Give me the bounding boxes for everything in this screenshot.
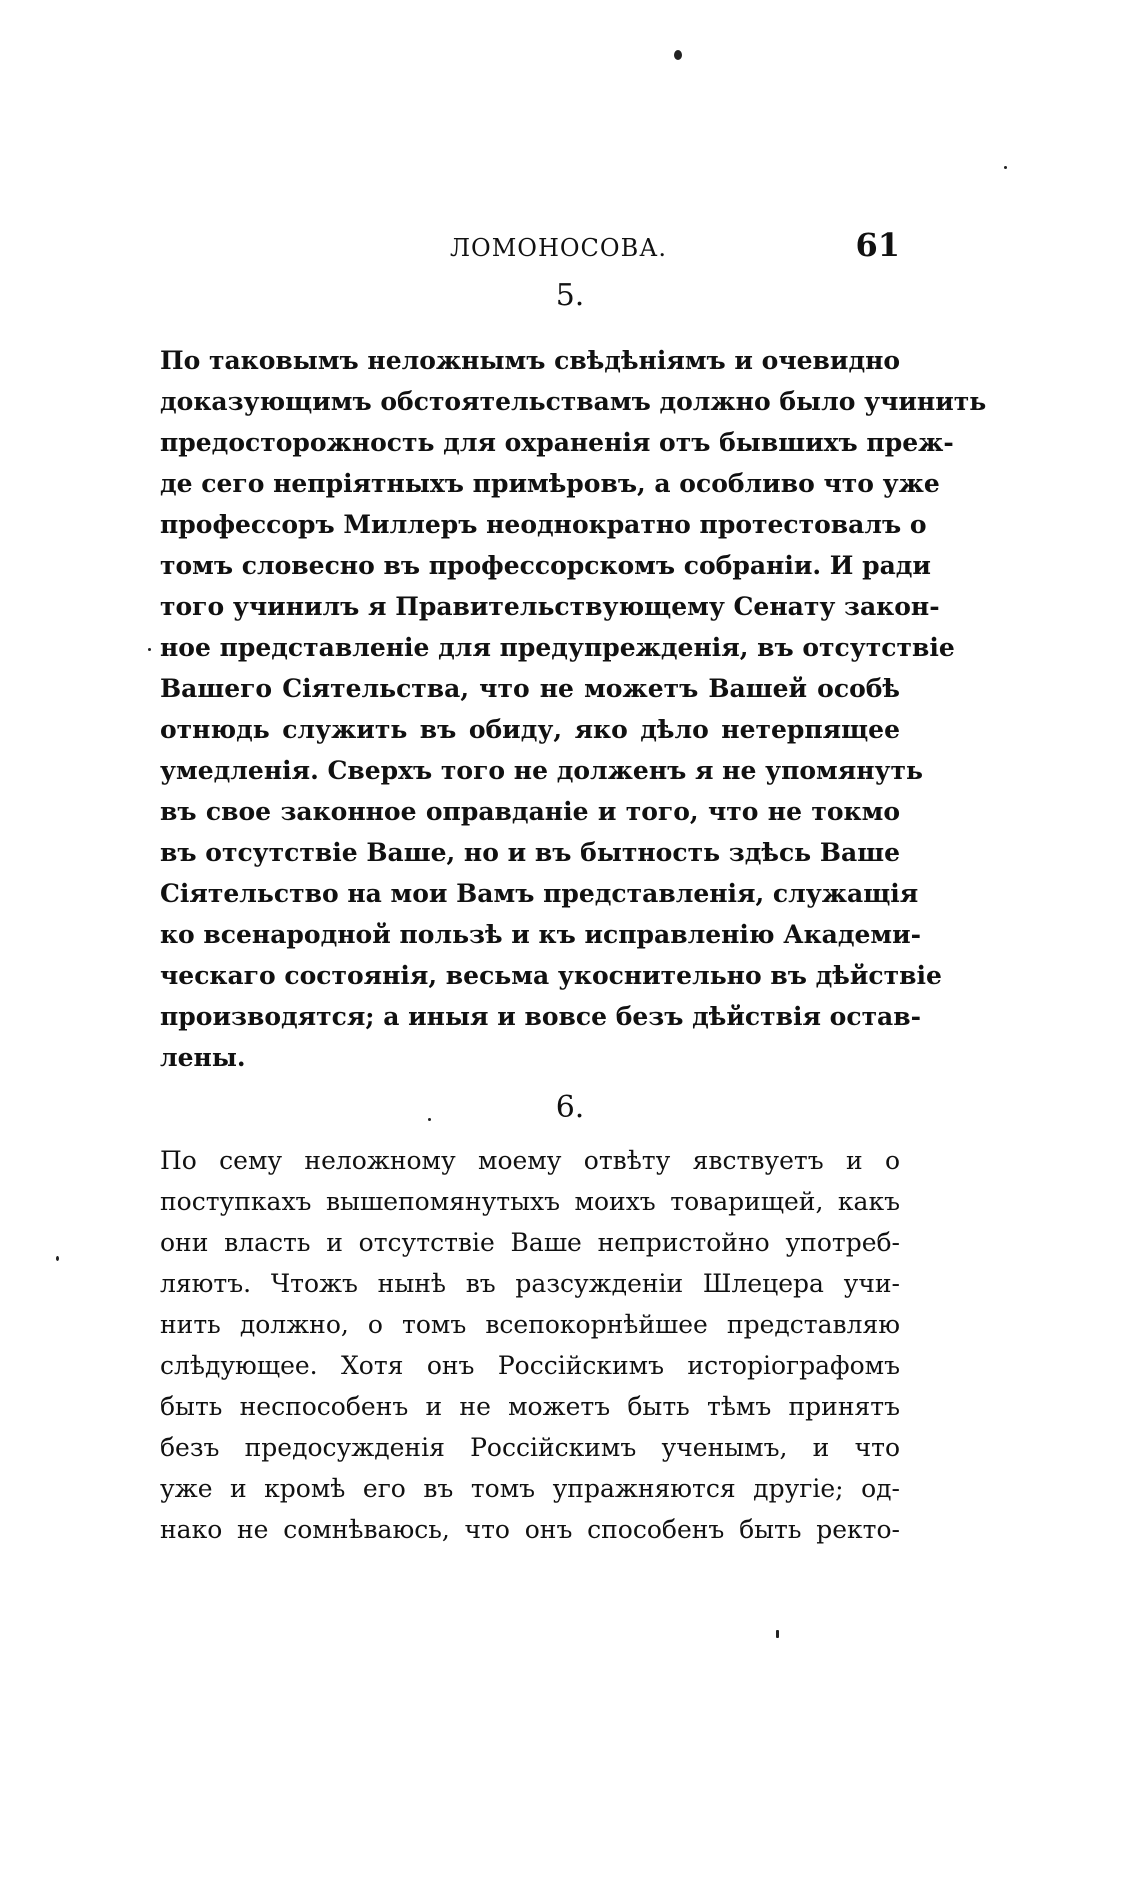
text-line: поступкахъ вышепомянутыхъ моихъ товарищей, какъ — [160, 1187, 900, 1216]
text-line: ное представленіе для предупрежденія, въ отсутствіе — [160, 633, 955, 662]
text-line: нако не сомнѣваюсь, что онъ способенъ быть ректо- — [160, 1515, 900, 1544]
text-line: уже и кромѣ его въ томъ упражняются другіе; од- — [160, 1474, 900, 1503]
text-line: они власть и отсутствіе Ваше непристойно употреб- — [160, 1228, 900, 1257]
section-number: 5. — [555, 278, 585, 313]
page-header — [160, 228, 900, 268]
text-line: умедленія. Сверхъ того не долженъ я не упомянуть — [160, 756, 924, 785]
text-line: производятся; а иныя и вовсе безъ дѣйствія остав- — [160, 1002, 921, 1031]
text-line: въ свое законное оправданіе и того, что не токмо — [160, 797, 900, 826]
running-title: ЛОМОНОСОВА. — [450, 234, 668, 262]
text-line: нить должно, о томъ всепокорнѣйшее представляю — [160, 1310, 900, 1339]
print-speck — [56, 1256, 59, 1261]
print-speck — [674, 50, 682, 60]
text-line: въ отсутствіе Ваше, но и въ бытность здѣсь Ваше — [160, 838, 900, 867]
text-line: быть неспособенъ и не можетъ быть тѣмъ принятъ — [160, 1392, 900, 1421]
text-line: ческаго состоянія, весьма укоснительно въ дѣйствіе — [160, 961, 942, 990]
page-number: 61 — [855, 226, 900, 264]
paragraph — [160, 1140, 900, 1550]
text-line: томъ словесно въ профессорскомъ собраніи. И ради — [160, 551, 931, 580]
text-line: профессоръ Миллеръ неоднократно протестовалъ о — [160, 510, 927, 539]
print-speck — [1004, 166, 1007, 169]
text-line: лены. — [160, 1043, 246, 1072]
paragraph — [160, 340, 987, 1078]
print-speck — [148, 648, 151, 651]
text-line: слѣдующее. Хотя онъ Россійскимъ исторіографомъ — [160, 1351, 900, 1380]
section-number: 6. — [555, 1090, 585, 1125]
text-line: По таковымъ неложнымъ свѣдѣніямъ и очевидно — [160, 346, 901, 375]
print-speck — [776, 1630, 779, 1638]
text-line: того учинилъ я Правительствующему Сенату закон- — [160, 592, 940, 621]
text-line: отнюдь служить въ обиду, яко дѣло нетерпящее — [160, 715, 900, 744]
text-line: Сіятельство на мои Вамъ представленія, служащія — [160, 879, 919, 908]
text-line: По сему неложному моему отвѣту явствуетъ и о — [160, 1146, 900, 1175]
text-line: Вашего Сіятельства, что не можетъ Вашей особѣ — [160, 674, 900, 703]
text-line: безъ предосужденія Россійскимъ ученымъ, и что — [160, 1433, 900, 1462]
text-line: предосторожность для охраненія отъ бывшихъ преж- — [160, 428, 954, 457]
text-line: де сего непріятныхъ примѣровъ, а особливо что уже — [160, 469, 940, 498]
text-line: доказующимъ обстоятельствамъ должно было учинить — [160, 387, 987, 416]
text-line: ляютъ. Чтожъ нынѣ въ разсужденіи Шлецера учи- — [160, 1269, 900, 1298]
text-line: ко всенародной пользѣ и къ исправленію Академи- — [160, 920, 922, 949]
